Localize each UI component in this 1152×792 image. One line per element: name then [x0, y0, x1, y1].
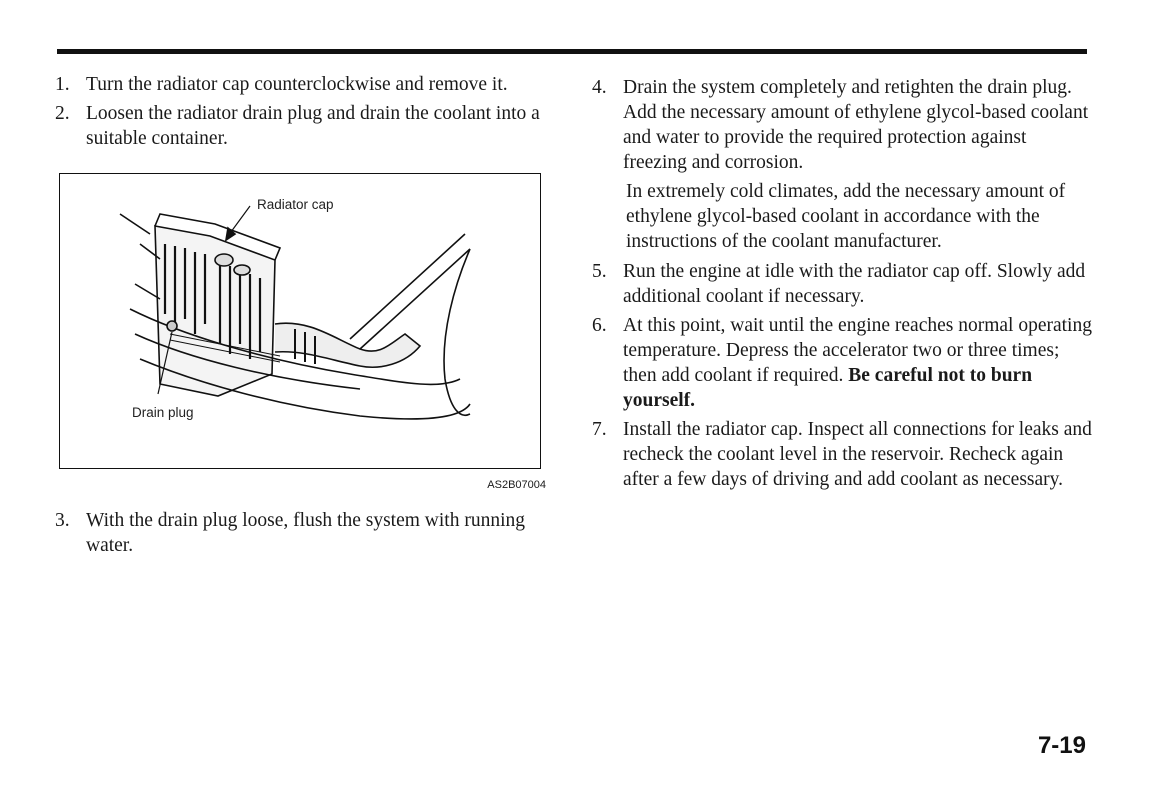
step-number: 5.	[592, 261, 607, 282]
left-column	[55, 72, 550, 562]
step-text: With the drain plug loose, flush the system with running water.	[86, 510, 525, 556]
drain-plug-label: Drain plug	[132, 405, 194, 420]
header-rule	[57, 49, 1087, 54]
step-text: Install the radiator cap. Inspect all connections for leaks and recheck the coolant level in the reservoir. Recheck again after a few days of driving and add coolant as necessary.	[623, 419, 1092, 490]
step-text: Drain the system completely and retighten the drain plug. Add the necessary amount of ethylene glycol-based coolant and water to provide the required protection against freezing and corrosion.	[623, 77, 1089, 173]
step-number: 3.	[55, 510, 70, 531]
step-5	[592, 259, 1092, 309]
radiator-cap-label: Radiator cap	[257, 197, 334, 212]
step-text: Loosen the radiator drain plug and drain the coolant into a suitable container.	[86, 103, 540, 149]
step-4-note: In extremely cold climates, add the necessary amount of ethylene glycol-based coolant in accordance with the instructions of the coolant manufacturer.	[626, 181, 1066, 252]
radiator-figure	[59, 173, 541, 469]
step-warning: Be careful not to burn yourself.	[623, 365, 1033, 411]
step-number: 4.	[592, 77, 607, 98]
step-text: Run the engine at idle with the radiator cap off. Slowly add additional coolant if necessary.	[623, 261, 1086, 307]
step-number: 7.	[592, 419, 607, 440]
step-7	[592, 417, 1092, 492]
step-3	[55, 508, 550, 558]
step-4	[592, 75, 1092, 175]
step-1	[55, 72, 550, 97]
step-2	[55, 101, 550, 151]
right-column	[592, 75, 1092, 496]
figure-code: AS2B07004	[487, 479, 546, 491]
step-text: At this point, wait until the engine reaches normal operating temperature. Depress the accelerator two or three times; then add coolant if required.	[623, 315, 1092, 386]
step-6	[592, 313, 1092, 413]
step-number: 6.	[592, 315, 607, 336]
page-number: 7-19	[1037, 732, 1086, 759]
step-number: 2.	[55, 103, 70, 124]
step-text: Turn the radiator cap counterclockwise and remove it.	[86, 74, 508, 95]
step-number: 1.	[55, 74, 70, 95]
